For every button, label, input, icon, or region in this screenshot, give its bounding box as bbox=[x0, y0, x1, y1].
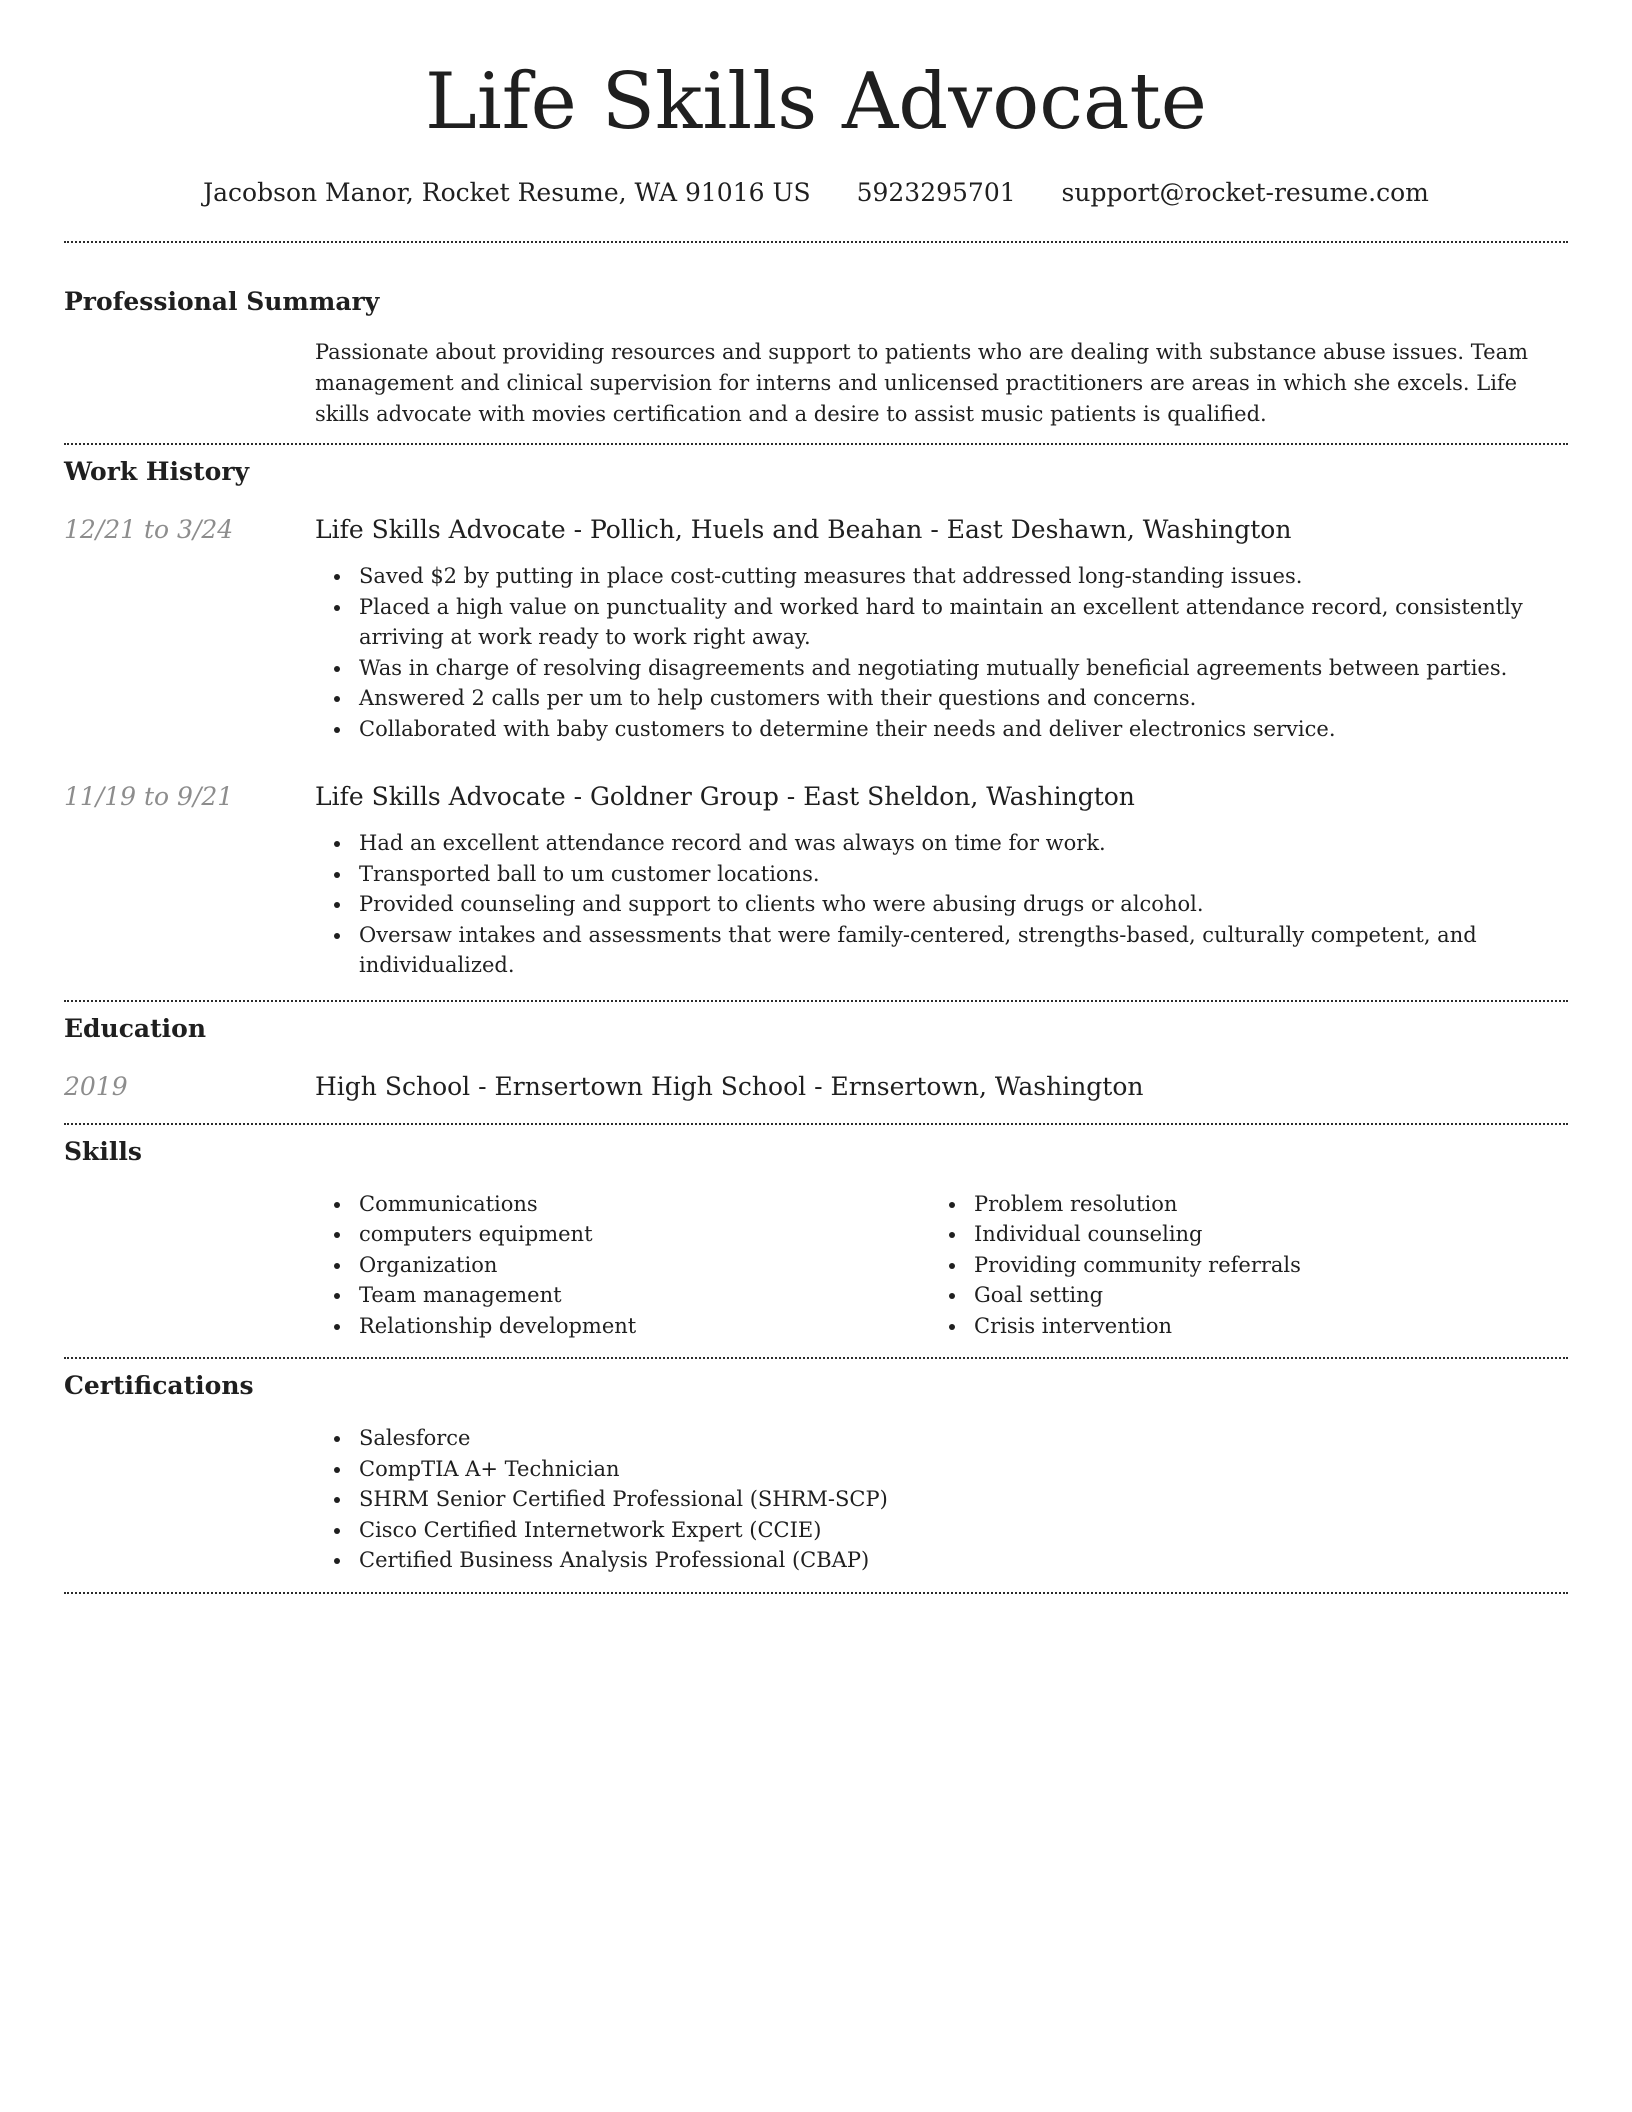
job-dates: 11/19 to 9/21 bbox=[64, 782, 234, 811]
job-employer-location: - Goldner Group - East Sheldon, Washington bbox=[565, 782, 1135, 811]
resume-page bbox=[64, 0, 1568, 1594]
section-title-work-history: Work History bbox=[64, 457, 250, 486]
divider bbox=[64, 443, 1568, 445]
divider bbox=[64, 1123, 1568, 1125]
divider bbox=[64, 1000, 1568, 1002]
job-heading bbox=[315, 513, 1568, 547]
divider bbox=[64, 1357, 1568, 1359]
list-item: Transported ball to um customer locations. bbox=[359, 859, 1568, 890]
education-school-location: - Ernsertown High School - Ernsertown, Washington bbox=[470, 1071, 1144, 1101]
candidate-name: Life Skills Advocate bbox=[425, 57, 1207, 147]
section-title-summary: Professional Summary bbox=[64, 287, 380, 316]
job-bullet-list bbox=[315, 561, 1568, 744]
list-item: Placed a high value on punctuality and worked hard to maintain an excellent attendance record, consistently arriving at work ready to work right away. bbox=[359, 592, 1568, 653]
section-title-skills: Skills bbox=[64, 1136, 142, 1166]
job-dates: 12/21 to 3/24 bbox=[64, 515, 234, 544]
contact-email[interactable]: support@rocket-resume.com bbox=[1061, 178, 1429, 207]
list-item: Was in charge of resolving disagreements and negotiating mutually beneficial agreements between parties. bbox=[359, 653, 1568, 684]
job-entry bbox=[64, 780, 1568, 981]
skill-item: Relationship development bbox=[359, 1311, 930, 1342]
skill-item: computers equipment bbox=[359, 1219, 930, 1250]
list-item: Had an excellent attendance record and was always on time for work. bbox=[359, 828, 1568, 859]
certification-item: CompTIA A+ Technician bbox=[359, 1454, 1568, 1485]
list-item: Provided counseling and support to clients who were abusing drugs or alcohol. bbox=[359, 889, 1568, 920]
skill-item: Communications bbox=[359, 1189, 930, 1220]
certification-item: SHRM Senior Certified Professional (SHRM-SCP) bbox=[359, 1484, 1568, 1515]
job-entry bbox=[64, 513, 1568, 744]
education-degree: High School bbox=[315, 1071, 471, 1101]
skills-list-left bbox=[315, 1189, 930, 1342]
certification-item: Certified Business Analysis Professional (CBAP) bbox=[359, 1545, 1568, 1576]
certification-item: Salesforce bbox=[359, 1423, 1568, 1454]
contact-phone: 5923295701 bbox=[856, 178, 1016, 207]
education-section bbox=[64, 1012, 1568, 1104]
skill-item: Problem resolution bbox=[974, 1189, 1545, 1220]
skills-list-right bbox=[930, 1189, 1545, 1342]
skills-section bbox=[64, 1135, 1568, 1342]
section-title-education: Education bbox=[64, 1013, 207, 1043]
skill-item: Providing community referrals bbox=[974, 1250, 1545, 1281]
list-item: Oversaw intakes and assessments that were family-centered, strengths-based, culturally competent, and individualized. bbox=[359, 920, 1568, 981]
certification-item: Cisco Certified Internetwork Expert (CCIE) bbox=[359, 1515, 1568, 1546]
divider bbox=[64, 241, 1568, 243]
divider bbox=[64, 1592, 1568, 1594]
contact-line bbox=[64, 176, 1568, 210]
skill-item: Team management bbox=[359, 1280, 930, 1311]
certifications-section bbox=[64, 1369, 1568, 1576]
education-heading bbox=[315, 1070, 1568, 1104]
contact-address: Jacobson Manor, Rocket Resume, WA 91016 US bbox=[203, 178, 811, 207]
skill-item: Goal setting bbox=[974, 1280, 1545, 1311]
list-item: Collaborated with baby customers to determine their needs and deliver electronics service. bbox=[359, 714, 1568, 745]
job-title: Life Skills Advocate bbox=[315, 515, 566, 544]
job-employer-location: - Pollich, Huels and Beahan - East Deshawn, Washington bbox=[565, 515, 1292, 544]
work-history-section bbox=[64, 455, 1568, 981]
job-bullet-list bbox=[315, 828, 1568, 981]
summary-text: Passionate about providing resources and support to patients who are dealing with substance abuse issues. Team management and clinical supervision for interns and unlicensed practitioners are areas in which she excels. Life skills advocate with movies certification and a desire to assist music patients is qualified. bbox=[315, 340, 1529, 426]
job-title: Life Skills Advocate bbox=[315, 782, 566, 811]
certifications-list bbox=[315, 1423, 1568, 1576]
skill-item: Organization bbox=[359, 1250, 930, 1281]
education-entry bbox=[64, 1070, 1568, 1104]
list-item: Answered 2 calls per um to help customers with their questions and concerns. bbox=[359, 683, 1568, 714]
skill-item: Individual counseling bbox=[974, 1219, 1545, 1250]
education-year: 2019 bbox=[64, 1071, 128, 1101]
job-heading bbox=[315, 780, 1568, 814]
skill-item: Crisis intervention bbox=[974, 1311, 1545, 1342]
summary-section bbox=[64, 285, 1568, 430]
list-item: Saved $2 by putting in place cost-cutting measures that addressed long-standing issues. bbox=[359, 561, 1568, 592]
section-title-certifications: Certifications bbox=[64, 1371, 254, 1400]
